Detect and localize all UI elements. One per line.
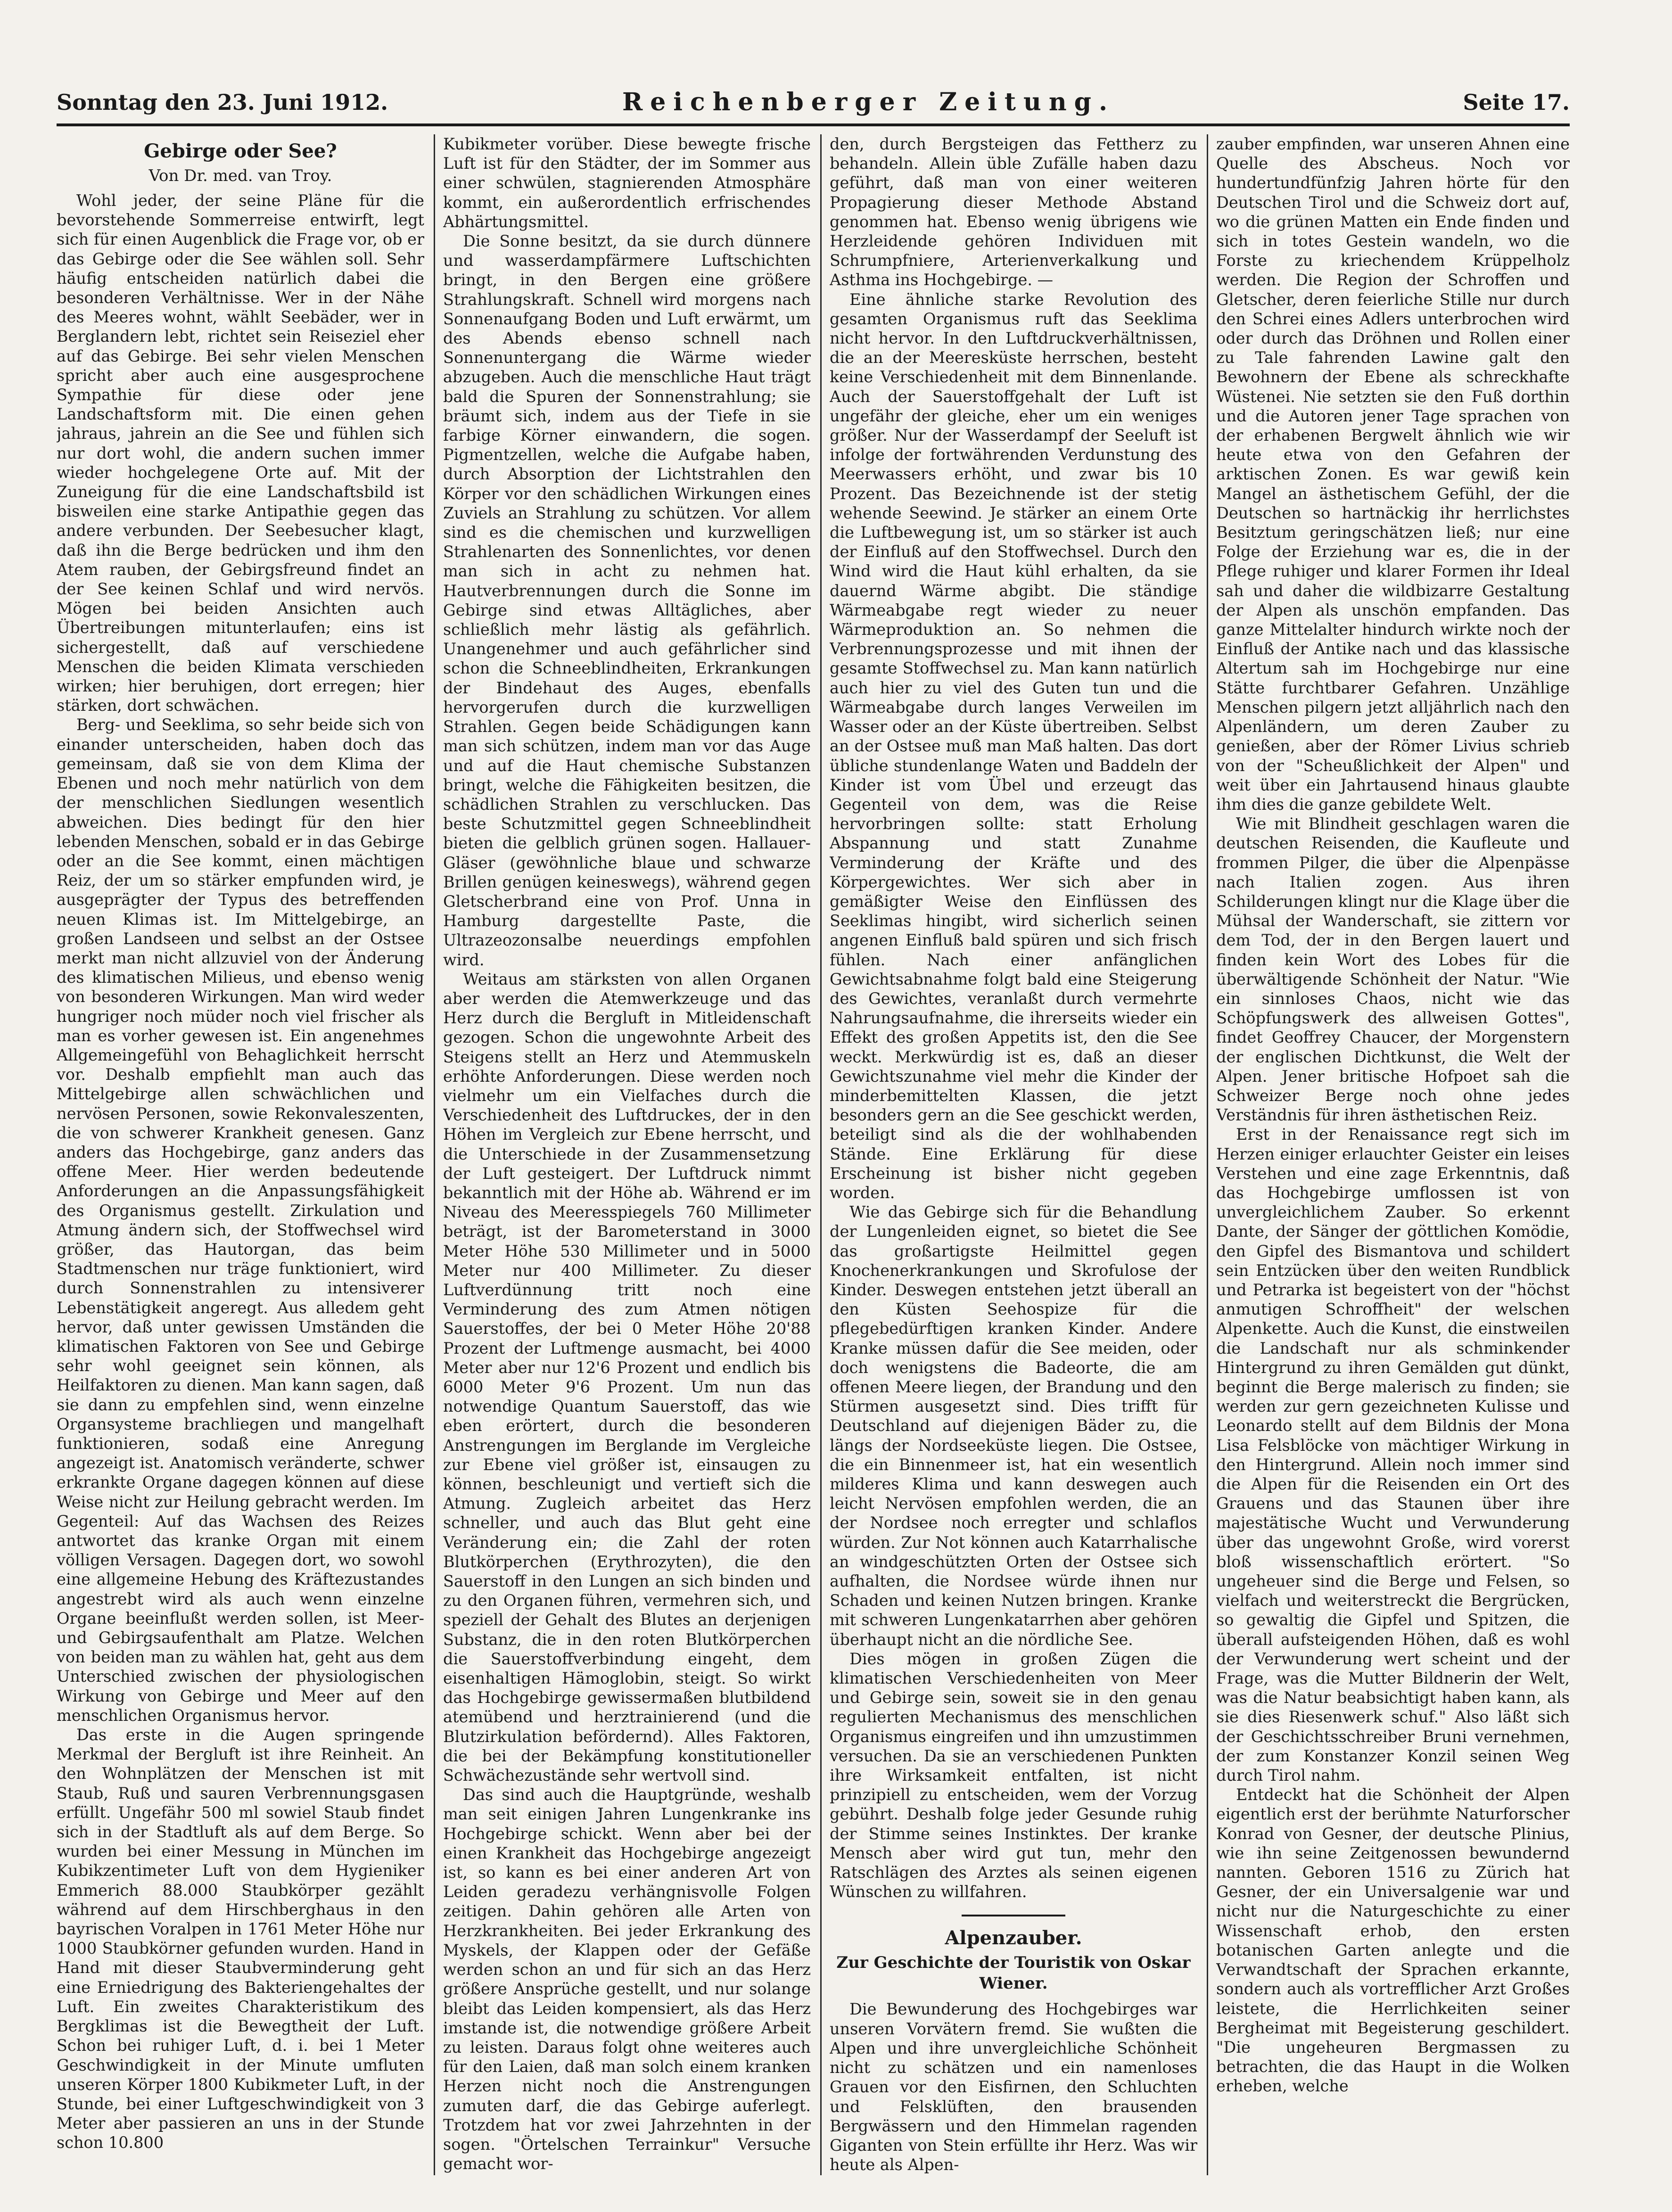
paragraph: Das sind auch die Hauptgründe, weshalb man seit einigen Jahren Lungenkranke ins Hochgebirge schickt. Wenn aber bei der einen Krankheit das Hochgebirge angezeigt ist, so kann es bei einer anderen Art von Leiden geradezu verhängnisvolle Folgen zeitigen. Dahin gehören alle Arten von Herzkrankheiten. Bei jeder Erkrankung des Myskels, der Klappen oder der Gefäße werden schon an und für sich an das Herz größere Ansprüche gestellt, und nur solange bleibt das Leiden kompensiert, als das Herz imstande ist, die notwendige größere Arbeit zu leisten. Daraus folgt ohne weiteres auch für den Laien, daß man solch einem kranken Herzen nicht noch die Anstrengungen zumuten darf, die das Gebirge auferlegt. Trotzdem hat vor zwei Jahrzehnten in der sogen. "Örtelschen Terrainkur" Versuche gemacht wor- [443, 1785, 811, 2173]
column-3 [830, 134, 1197, 2175]
paragraph: Weitaus am stärksten von allen Organen aber werden die Atemwerkzeuge und das Herz durch die Bergluft in Mitleidenschaft gezogen. Schon die ungewohnte Arbeit des Steigens stellt an Herz und Atemmuskeln erhöhte Anforderungen. Diese werden noch vielmehr um ein Vielfaches durch die Verschiedenheit des Luftdruckes, der in den Höhen im Vergleich zur Ebene herrscht, und die Unterschiede in der Zusammensetzung der Luft gesteigert. Der Luftdruck nimmt bekanntlich mit der Höhe ab. Während er im Niveau des Meeresspiegels 760 Millimeter beträgt, ist der Barometerstand in 3000 Meter Höhe 530 Millimeter und in 5000 Meter nur 400 Millimeter. Zu dieser Luftverdünnung tritt noch eine Verminderung des zum Atmen nötigen Sauerstoffes, der bei 0 Meter Höhe 20'88 Prozent der Luftmenge ausmacht, bei 4000 Meter aber nur 12'6 Prozent und endlich bis 6000 Meter 9'6 Prozent. Um nun das notwendige Quantum Sauerstoff, das wie eben erörtert, durch die besonderen Anstrengungen im Berglande im Vergleiche zur Ebene viel größer ist, einsaugen zu können, beschleunigt und vertieft sich die Atmung. Zugleich arbeitet das Herz schneller, und auch das Blut geht eine Veränderung ein; die Zahl der roten Blutkörperchen (Erythrozyten), die den Sauerstoff in den Lungen an sich binden und zu den Organen führen, vermehren sich, und speziell der Gehalt des Blutes an derjenigen Substanz, die in den roten Blutkörperchen die Sauerstoffverbindung eingeht, dem eisenhaltigen Hämoglobin, steigt. So wirkt das Hochgebirge gewissermaßen blutbildend atemübend und herztrainierend (und die Blutzirkulation befördernd). Alles Faktoren, die bei der Bekämpfung konstitutioneller Schwächezustände sehr wertvoll sind. [443, 970, 811, 1785]
paragraph: Erst in der Renaissance regt sich im Herzen einiger erlauchter Geister ein leises Verstehen und eine zage Erkenntnis, daß das Hochgebirge umflossen ist von unvergleichlichem Zauber. So erkennt Dante, der Sänger der göttlichen Komödie, den Gipfel des Bismantova und schildert sein Entzücken über den weiten Rundblick und Petrarka ist begeistert von der "höchst anmutigen Schroffheit" der welschen Alpenkette. Auch die Kunst, die einstweilen die Landschaft nur als schminkender Hintergrund zu ihren Gemälden gut dünkt, beginnt die Berge malerisch zu finden; sie werden zur gern gezeichneten Kulisse und Leonardo stellt auf dem Bildnis der Mona Lisa Felsblöcke von mächtiger Wirkung in den Hintergrund. Allein noch immer sind die Alpen für die Reisenden ein Ort des Grauens und das Staunen über ihre majestätische Wucht und Verwunderung über das ungewohnt Große, wird vorerst bloß wissenschaftlich erörtert. "So ungeheuer sind die Berge und Felsen, so vielfach und weiterstreckt die Bergrücken, so gewaltig die Gipfel und Spitzen, die überall aufsteigenden Höhen, daß es wohl der Verwunderung wert scheint und der Frage, was die Mutter Bildnerin der Welt, was die Natur beabsichtigt haben kann, als sie dies Riesenwerk schuf." Also läßt sich der Geschichtsschreiber Bruni vernehmen, der zum Konstanzer Konzil seinen Weg durch Tirol nahm. [1216, 1125, 1570, 1785]
paragraph: Eine ähnliche starke Revolution des gesamten Organismus ruft das Seeklima nicht hervor. In den Luftdruckverhältnissen, die an der Meeresküste herrschen, besteht keine Verschiedenheit mit dem Binnenlande. Auch der Sauerstoffgehalt der Luft ist ungefähr der gleiche, eher um ein weniges größer. Nur der Wasserdampf der Seeluft ist infolge der fortwährenden Verdunstung des Meerwassers erhöht, und zwar bis 10 Prozent. Das Bezeichnende ist der stetig wehende Seewind. Je stärker an einem Orte die Luftbewegung ist, um so stärker ist auch der Einfluß auf den Stoffwechsel. Durch den Wind wird die Haut kühl erhalten, da sie dauernd Wärme abgibt. Die ständige Wärmeabgabe regt wieder zu neuer Wärmeproduktion an. So nehmen die Verbrennungsprozesse und mit ihnen der gesamte Stoffwechsel zu. Man kann natürlich auch hier zu viel des Guten tun und die Wärmeabgabe durch langes Verweilen im Wasser oder an der Küste übertreiben. Selbst an der Ostsee muß man Maß halten. Das dort übliche stundenlange Waten und Baddeln der Kinder ist vom Übel und erzeugt das Gegenteil von dem, was die Reise hervorbringen sollte: statt Erholung Abspannung und statt Zunahme Verminderung der Kräfte und des Körpergewichtes. Wer sich aber in gemäßigter Weise den Einflüssen des Seeklimas hingibt, wird sicherlich seinen angenen Einfluß bald spüren und sich frisch fühlen. Nach einer anfänglichen Gewichtsabnahme folgt bald eine Steigerung des Gewichtes, veranlaßt durch vermehrte Nahrungsaufnahme, die ihrerseits wieder ein Effekt des großen Appetits ist, den die See weckt. Merkwürdig ist es, daß an dieser Gewichtszunahme viel mehr die Kinder der minderbemittelten Klassen, die jetzt besonders gern an die See geschickt werden, beteiligt sind als die der wohlhabenden Stände. Eine Erklärung für diese Erscheinung ist bisher nicht gegeben worden. [830, 290, 1197, 1202]
paragraph: den, durch Bergsteigen das Fettherz zu behandeln. Allein üble Zufälle haben dazu geführt, daß man von einer weiteren Propagierung dieser Methode Abstand genommen hat. Ebenso wenig übrigens wie Herzleidende gehören Individuen mit Schrumpfniere, Arterienverkalkung und Asthma ins Hochgebirge. — [830, 135, 1197, 289]
article-subtitle: Zur Geschichte der Touristik von Oskar Wiener. [836, 1953, 1191, 1993]
article-title: Gebirge oder See? [144, 140, 337, 162]
paragraph: Berg- und Seeklima, so sehr beide sich von einander unterscheiden, haben doch das gemeinsam, daß sie von dem Klima der Ebenen und noch mehr natürlich von dem der menschlichen Siedlungen wesentlich abweichen. Dies bedingt für den hier lebenden Menschen, sobald er in das Gebirge oder an die See kommt, einen mächtigen Reiz, der um so stärker empfunden wird, je ausgeprägter der Typus des betreffenden neuen Klimas ist. Im Mittelgebirge, an großen Landseen und selbst an der Ostsee merkt man nicht allzuviel von der Änderung des klimatischen Milieus, und ebenso wenig von besonderen Wirkungen. Man wird weder hungriger noch müder noch viel frischer als man es vorher gewesen ist. Ein angenehmes Allgemeingefühl von Behaglichkeit herrscht vor. Deshalb empfiehlt man auch das Mittelgebirge allen schwächlichen und nervösen Personen, sowie Rekonvaleszenten, die von schwerer Krankheit genesen. Ganz anders das Hochgebirge, ganz anders das offene Meer. Hier werden bedeutende Anforderungen an die Anpassungsfähigkeit des Organismus gestellt. Zirkulation und Atmung ändern sich, der Stoffwechsel wird größer, das Hautorgan, das beim Stadtmenschen nur träge funktioniert, wird durch Sonnenstrahlen zu intensiverer Lebenstätigkeit angeregt. Aus alledem geht hervor, daß unter gewissen Umständen die klimatischen Faktoren von See und Gebirge sehr wohl geeignet sein können, als Heilfaktoren zu dienen. Man kann sagen, daß sie dann zu empfehlen sind, wenn einzelne Organsysteme brachliegen und mangelhaft funktionieren, sodaß eine Anregung angezeigt ist. Anatomisch veränderte, schwer erkrankte Organe dagegen können auf diese Weise nicht zur Heilung gebracht werden. Im Gegenteil: Auf das Wachsen des Reizes antwortet das kranke Organ mit einem völligen Versagen. Dagegen dort, wo sowohl eine allgemeine Hebung des Kräftezustandes angestrebt wird als auch wenn einzelne Organe beeinflußt werden sollen, ist Meer- und Gebirgsaufenthalt am Platze. Welchen von beiden man zu wählen hat, geht aus dem Unterschied zwischen der physiologischen Wirkung von Gebirge und Meer auf den menschlichen Organismus hervor. [57, 715, 424, 1725]
page-columns [57, 134, 1570, 2175]
column-4 [1216, 134, 1570, 2175]
issue-date: Sonntag den 23. Juni 1912. [57, 90, 388, 115]
paragraph: Entdeckt hat die Schönheit der Alpen eigentlich erst der berühmte Naturforscher Konrad von Gesner, der deutsche Plinius, wie ihn seine Zeitgenossen bewundernd nannten. Geboren 1516 zu Zürich hat Gesner, der ein Universalgenie war und nicht nur die Naturgeschichte zu einer Wissenschaft erhob, den ersten botanischen Garten anlegte und die Verwandtschaft der Sprachen erkannte, sondern auch als vortrefflicher Arzt Großes leistete, die Herrlichkeiten seiner Bergheimat mit Begeisterung geschildert. "Die ungeheuren Bergmassen zu betrachten, die das Haupt in die Wolken erheben, welche [1216, 1785, 1570, 2096]
paragraph: Wie mit Blindheit geschlagen waren die deutschen Reisenden, die Kaufleute und frommen Pilger, die über die Alpenpässe nach Italien zogen. Aus ihren Schilderungen klingt nur die Klage über die Mühsal der Wanderschaft, sie zittern vor dem Tod, der in den Bergen lauert und finden kein Wort des Lobes für die überwältigende Schönheit der Natur. "Wie ein sinnloses Chaos, nicht wie das Schöpfungswerk des allweisen Gottes", findet Geoffrey Chaucer, der Morgenstern der englischen Dichtkunst, die Welt der Alpen. Jener britische Hofpoet sah die Schweizer Berge noch ohne jedes Verständnis für ihren ästhetischen Reiz. [1216, 814, 1570, 1125]
column-divider [820, 134, 822, 2175]
paragraph: Wie das Gebirge sich für die Behandlung der Lungenleiden eignet, so bietet die See das großartigste Heilmittel gegen Knochenerkrankungen und Skrofulose der Kinder. Deswegen entstehen jetzt überall an den Küsten Seehospize für die pflegebedürftigen kranken Kinder. Andere Kranke müssen dafür die See meiden, oder doch wenigstens die Badeorte, die am offenen Meere liegen, der Brandung und den Stürmen ausgesetzt sind. Dies trifft für Deutschland auf diejenigen Bäder zu, die längs der Nordseeküste liegen. Die Ostsee, die ein Binnenmeer ist, hat ein wesentlich milderes Klima und kann deswegen auch leicht Nervösen empfohlen werden, die an der Nordsee noch erregter und schlaflos würden. Zur Not können auch Katarrhalische an windgeschützten Orten der Ostsee sich aufhalten, die Nordsee würde ihnen nur Schaden und keinen Nutzen bringen. Kranke mit schweren Lungenkatarrhen aber gehören überhaupt nicht an die nördliche See. [830, 1203, 1197, 1649]
paragraph: zauber empfinden, war unseren Ahnen eine Quelle des Abscheus. Noch vor hundertundfünfzig Jahren hörte für den Deutschen Tirol und die Schweiz dort auf, wo die grünen Matten ein Ende finden und sich in totes Gestein wandeln, wo die Forste zu kriechendem Krüppelholz werden. Die Region der Schroffen und Gletscher, deren feierliche Stille nur durch den Schrei eines Adlers unterbrochen wird oder durch das Dröhnen und Rollen einer zu Tale fahrenden Lawine galt den Bewohnern der Ebene als schreckhafte Wüstenei. Nie setzten sie den Fuß dorthin und die Autoren jener Tage sprachen von der erhabenen Bergwelt ähnlich wie wir heute etwa von den Gefahren der arktischen Zonen. Es war gewiß kein Mangel an ästhetischem Gefühl, der die Deutschen so hartnäckig ihr herrlichstes Besitztum geringschätzen ließ; nur eine Folge der Erziehung war es, die in der Pflege ruhiger und klarer Formen ihr Ideal sah und daher die wildbizarre Gestaltung der Alpen als unschön empfanden. Das ganze Mittelalter hindurch wirkte noch der Einfluß der Antike nach und das klassische Altertum sah im Hochgebirge nur eine Stätte furchtbarer Gefahren. Unzählige Menschen pilgern jetzt alljährlich nach den Alpenländern, um deren Zauber zu genießen, aber der Römer Livius schrieb von der "Scheußlichkeit der Alpen" und weit über ein Jahrtausend hinaus glaubte ihm dies die ganze gebildete Welt. [1216, 135, 1570, 814]
column-1 [57, 134, 424, 2175]
masthead [57, 85, 1570, 127]
article-author: Von Dr. med. van Troy. [148, 166, 332, 185]
header-rule [57, 123, 1570, 126]
column-divider [434, 134, 435, 2175]
paragraph: Die Sonne besitzt, da sie durch dünnere und wasserdampfärmere Luftschichten bringt, in den Bergen eine größere Strahlungskraft. Schnell wird morgens nach Sonnenaufgang Boden und Luft erwärmt, um des Abends ebenso schnell nach Sonnenuntergang die Wärme wieder abzugeben. Auch die menschliche Haut trägt bald die Spuren der Sonnenstrahlung; sie bräumt sich, indem aus der Tiefe in sie farbige Körner einwandern, die sogen. Pigmentzellen, welche die Aufgabe haben, durch Absorption der Lichtstrahlen den Körper vor den schädlichen Wirkungen eines Zuviels an Strahlung zu schützen. Vor allem sind es die chemischen und kurzwelligen Strahlenarten des Sonnenlichtes, vor denen man sich in acht zu nehmen hat. Hautverbrennungen durch die Sonne im Gebirge sind etwas Alltägliches, aber schließlich mehr lästig als gefährlich. Unangenehmer und auch gefährlicher sind schon die Schneeblindheiten, Erkrankungen der Bindehaut des Auges, ebenfalls hervorgerufen durch die kurzwelligen Strahlen. Gegen beide Schädigungen kann man sich schützen, indem man vor das Auge und auf die Haut chemische Substanzen bringt, welche die Fähigkeiten besitzen, die schädlichen Strahlen zu verschlucken. Das beste Schutzmittel gegen Schneeblindheit bieten die gelblich grünen sogen. Hallauer-Gläser (gewöhnliche blaue und schwarze Brillen genügen keineswegs), während gegen Gletscherbrand eine von Prof. Unna in Hamburg dargestellte Paste, die Ultrazeozonsalbe neuerdings empfohlen wird. [443, 232, 811, 969]
newspaper-title: Reichenberger Zeitung. [622, 88, 1115, 116]
paragraph: Die Bewunderung des Hochgebirges war unseren Vorvätern fremd. Sie wußten die Alpen und ihre unvergleichliche Schönheit nicht zu schätzen und ein namenloses Grauen vor den Eisfirnen, den Schluchten und Felsklüften, den brausenden Bergwässern und den Himmelan ragenden Giganten von Stein erfüllte ihr Herz. Was wir heute als Alpen- [830, 2000, 1197, 2174]
article-title: Alpenzauber. [945, 1927, 1082, 1949]
paragraph: Kubikmeter vorüber. Diese bewegte frische Luft ist für den Städter, der im Sommer aus einer schwülen, stagnierenden Atmosphäre kommt, ein außerordentlich erfrischendes Abhärtungsmittel. [443, 135, 811, 231]
page-number: Seite 17. [1463, 90, 1570, 115]
column-2 [443, 134, 811, 2175]
column-divider [1207, 134, 1208, 2175]
paragraph: Dies mögen in großen Zügen die klimatischen Verschiedenheiten von Meer und Gebirge sein, soweit sie in den genau regulierten Mechanismus des menschlichen Organismus eingreifen und ihn umzustimmen versuchen. Da sie an verschiedenen Punkten ihre Wirksamkeit entfalten, ist nicht prinzipiell zu entscheiden, wem der Vorzug gebührt. Deshalb folge jeder Gesunde ruhig der Stimme seines Instinktes. Der kranke Mensch aber wird gut tun, mehr den Ratschlägen des Arztes als seinen eigenen Wünschen zu willfahren. [830, 1649, 1197, 1901]
paragraph: Das erste in die Augen springende Merkmal der Bergluft ist ihre Reinheit. An den Wohnplätzen der Menschen ist mit Staub, Ruß und sauren Verbrennungsgasen erfüllt. Ungefähr 500 ml sowiel Staub findet sich in der Stadtluft als auf dem Berge. So wurden bei einer Messung in München im Kubikzentimeter Luft von dem Hygieniker Emmerich 88.000 Staubkörper gezählt während auf dem Hirschberghaus in den bayrischen Voralpen in 1761 Meter Höhe nur 1000 Staubkörner gefunden wurden. Hand in Hand mit dieser Staubverminderung geht eine Erniedrigung des Bakteriengehaltes der Luft. Ein zweites Charakteristikum des Bergklimas ist die Bewegtheit der Luft. Schon bei ruhiger Luft, d. i. bei 1 Meter Geschwindigkeit in der Minute umfluten unseren Körper 1800 Kubikmeter Luft, in der Stunde, bei einer Luftgeschwindigkeit von 3 Meter aber passieren an uns in der Stunde schon 10.800 [57, 1726, 424, 2152]
article-separator [962, 1915, 1065, 1916]
paragraph: Wohl jeder, der seine Pläne für die bevorstehende Sommerreise entwirft, legt sich für einen Augenblick die Frage vor, ob er das Gebirge oder die See wählen soll. Sehr häufig entscheiden natürlich dabei die besonderen Verhältnisse. Wer in der Nähe des Meeres wohnt, wählt Seebäder, wer in Berglandern lebt, richtet sein Reiseziel eher auf das Gebirge. Bei sehr vielen Menschen spricht aber auch eine ausgesprochene Sympathie für diese oder jene Landschaftsform mit. Die einen gehen jahraus, jahrein an die See und fühlen sich nur dort wohl, die andern suchen immer wieder hochgelegene Orte auf. Mit der Zuneigung für die eine Landschaftsbild ist bisweilen eine starke Antipathie gegen das andere verbunden. Der Seebesucher klagt, daß ihn die Berge bedrücken und ihm den Atem rauben, der Gebirgsfreund findet an der See keinen Schlaf und wird nervös. Mögen bei beiden Ansichten auch Übertreibungen mitunterlaufen; eins ist sichergestellt, daß auf verschiedene Menschen die beiden Klimata verschieden wirken; hier beruhigen, dort erregen; hier stärken, dort schwächen. [57, 191, 424, 715]
